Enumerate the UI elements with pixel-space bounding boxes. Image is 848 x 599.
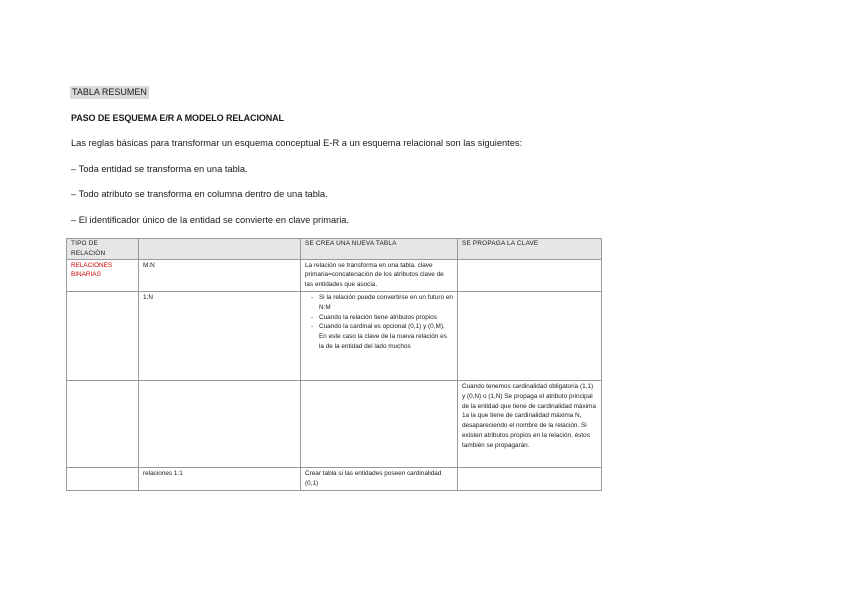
relation-type-cell: RELACIONES BINARIAS (67, 259, 139, 291)
propagate-cell: Cuando tenemos cardinalidad obligatoria (1,1) y (0,N) o (1,N) Se propaga el atributo principal de la entidad que tiene de cardinalidad máxima 1a la que tiene de cardinalidad máxima N, desapareciendo el nombre de la relación. Si existen atributos propios en la relación, éstos también se propagarán. (458, 380, 602, 467)
rule-identifier: – El identificador único de la entidad se convierte en clave primaria. (71, 215, 350, 225)
propagate-cell (458, 467, 602, 490)
kind-cell (139, 380, 301, 467)
header-new-table: SE CREA UNA NUEVA TABLA (301, 239, 458, 260)
list-item: - Si la relación puede convertirse en un futuro en N:M (319, 293, 453, 313)
table-row (67, 291, 602, 380)
section-label: TABLA RESUMEN (72, 87, 147, 97)
header-blank (139, 239, 301, 260)
relation-type-cell (67, 467, 139, 490)
new-table-cell: La relación se transforma en una tabla. clave primaria=concatenación de los atributos clave de las entidades que asocia. (301, 259, 458, 291)
kind-cell: 1:N (139, 291, 301, 380)
rule-entity: – Toda entidad se transforma en una tabla. (71, 164, 248, 174)
propagate-cell (458, 291, 602, 380)
table-row (67, 259, 602, 291)
relation-type-cell (67, 291, 139, 380)
table-row (67, 467, 602, 490)
new-table-cell: Crear tabla si las entidades poseen cardinalidad (0,1) (301, 467, 458, 490)
propagate-cell (458, 259, 602, 291)
rule-attribute: – Todo atributo se transforma en columna dentro de una tabla. (71, 189, 328, 199)
intro-paragraph: Las reglas básicas para transformar un esquema conceptual E-R a un esquema relacional son las siguientes: (71, 138, 523, 148)
header-propagate-key: SE PROPAGA LA CLAVE (458, 239, 602, 260)
list-item: - Cuando la relación tiene atributos propios (319, 313, 453, 323)
bullet-list (305, 293, 453, 352)
new-table-cell (301, 380, 458, 467)
relation-type-cell (67, 380, 139, 467)
new-table-cell (301, 291, 458, 380)
summary-table (66, 238, 602, 491)
table-row (67, 380, 602, 467)
kind-cell: relaciones 1:1 (139, 467, 301, 490)
list-item: - Cuando la cardinal es opcional (0,1) y (0,M). En este caso la clave de la nueva relación es la de la entidad del lado muchos (319, 322, 453, 351)
page-title: PASO DE ESQUEMA E/R A MODELO RELACIONAL (71, 113, 284, 123)
header-relation-type: TIPO DE RELACIÓN (67, 239, 139, 260)
kind-cell: M:N (139, 259, 301, 291)
table-header-row (67, 239, 602, 260)
